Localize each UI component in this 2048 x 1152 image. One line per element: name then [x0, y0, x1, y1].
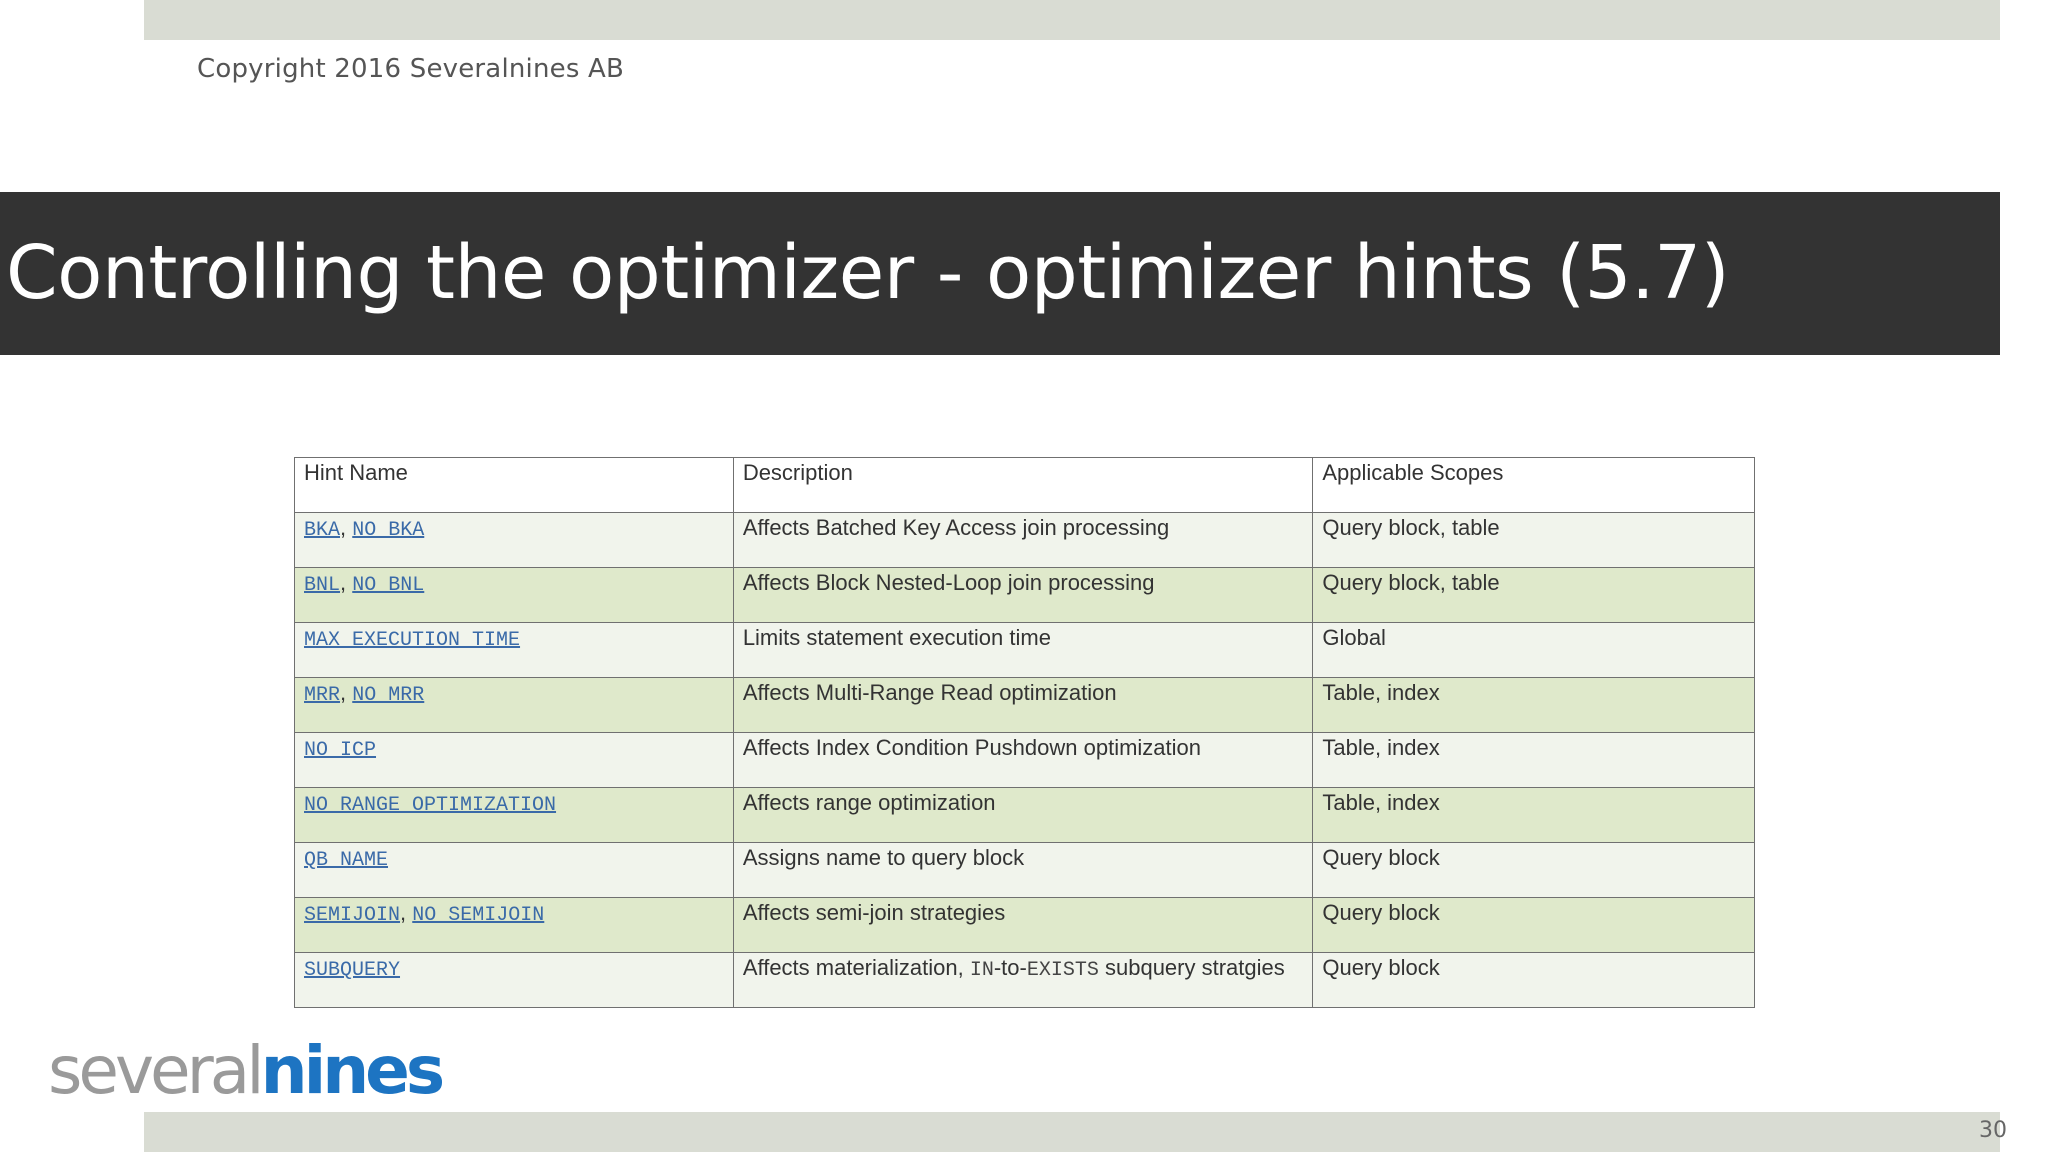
description-text: Affects materialization,: [742, 955, 970, 980]
page-number: 30: [1979, 1118, 2007, 1143]
hint-name-cell: [295, 843, 734, 898]
title-band: [0, 192, 2000, 355]
in-keyword: IN: [969, 959, 994, 982]
hint-link-no-bka[interactable]: NO_BKA: [352, 519, 425, 542]
hint-name-cell: [295, 788, 734, 843]
hint-link-no-bnl[interactable]: NO_BNL: [352, 574, 425, 597]
scopes-cell: Query block, table: [1313, 513, 1755, 568]
exists-keyword: EXISTS: [1026, 959, 1099, 982]
hint-link-subquery[interactable]: SUBQUERY: [304, 959, 401, 982]
hint-link-bka[interactable]: BKA: [304, 519, 341, 542]
header-applicable-scopes: Applicable Scopes: [1313, 458, 1755, 513]
bottom-bar: [144, 1112, 2000, 1152]
table-row: [295, 788, 1755, 843]
copyright-notice: Copyright 2016 Severalnines AB: [197, 54, 625, 84]
hint-name-cell: SEMIJOIN, NO_SEMIJOIN: [295, 898, 734, 953]
table-row: [295, 953, 1755, 1008]
description-cell: Affects Batched Key Access join processing: [733, 513, 1313, 568]
description-cell: Affects semi-join strategies: [733, 898, 1313, 953]
description-cell: Affects Block Nested-Loop join processing: [733, 568, 1313, 623]
description-cell: [733, 953, 1313, 1008]
scopes-cell: Query block: [1313, 953, 1755, 1008]
scopes-cell: Table, index: [1313, 788, 1755, 843]
optimizer-hints-table: [294, 457, 1755, 1008]
description-cell: Limits statement execution time: [733, 623, 1313, 678]
hint-link-no-icp[interactable]: NO_ICP: [304, 739, 377, 762]
description-cell: Affects range optimization: [733, 788, 1313, 843]
logo-several: several: [48, 1032, 261, 1109]
hint-link-no-range-optimization[interactable]: NO_RANGE_OPTIMIZATION: [304, 794, 557, 817]
severalnines-logo: [48, 1032, 442, 1109]
scopes-cell: Global: [1313, 623, 1755, 678]
hint-name-cell: [295, 733, 734, 788]
hint-name-cell: BNL, NO_BNL: [295, 568, 734, 623]
hint-name-cell: MRR, NO_MRR: [295, 678, 734, 733]
description-text: subquery stratgies: [1098, 955, 1285, 980]
table-row: [295, 568, 1755, 623]
header-description: Description: [733, 458, 1313, 513]
hint-link-qb-name[interactable]: QB_NAME: [304, 849, 389, 872]
hint-link-no-mrr[interactable]: NO_MRR: [352, 684, 425, 707]
description-cell: Affects Index Condition Pushdown optimization: [733, 733, 1313, 788]
top-bar: [144, 0, 2000, 40]
description-text: -to-: [993, 955, 1027, 980]
table-row: [295, 513, 1755, 568]
hint-name-cell: [295, 953, 734, 1008]
hint-name-cell: BKA, NO_BKA: [295, 513, 734, 568]
table-header-row: [295, 458, 1755, 513]
scopes-cell: Table, index: [1313, 733, 1755, 788]
scopes-cell: Query block: [1313, 898, 1755, 953]
table-row: [295, 678, 1755, 733]
table-row: [295, 843, 1755, 898]
slide-title: Controlling the optimizer - optimizer hints (5.7): [6, 230, 1730, 316]
hint-link-max-execution-time[interactable]: MAX_EXECUTION_TIME: [304, 629, 521, 652]
table-row: [295, 623, 1755, 678]
hint-name-cell: [295, 623, 734, 678]
logo-nines: nines: [260, 1032, 442, 1109]
header-hint-name: Hint Name: [295, 458, 734, 513]
description-cell: Affects Multi-Range Read optimization: [733, 678, 1313, 733]
hint-link-semijoin[interactable]: SEMIJOIN: [304, 904, 401, 927]
table-row: [295, 898, 1755, 953]
table-row: [295, 733, 1755, 788]
hint-link-no-semijoin[interactable]: NO_SEMIJOIN: [412, 904, 545, 927]
scopes-cell: Table, index: [1313, 678, 1755, 733]
scopes-cell: Query block: [1313, 843, 1755, 898]
hint-link-mrr[interactable]: MRR: [304, 684, 341, 707]
scopes-cell: Query block, table: [1313, 568, 1755, 623]
description-cell: Assigns name to query block: [733, 843, 1313, 898]
hint-link-bnl[interactable]: BNL: [304, 574, 341, 597]
